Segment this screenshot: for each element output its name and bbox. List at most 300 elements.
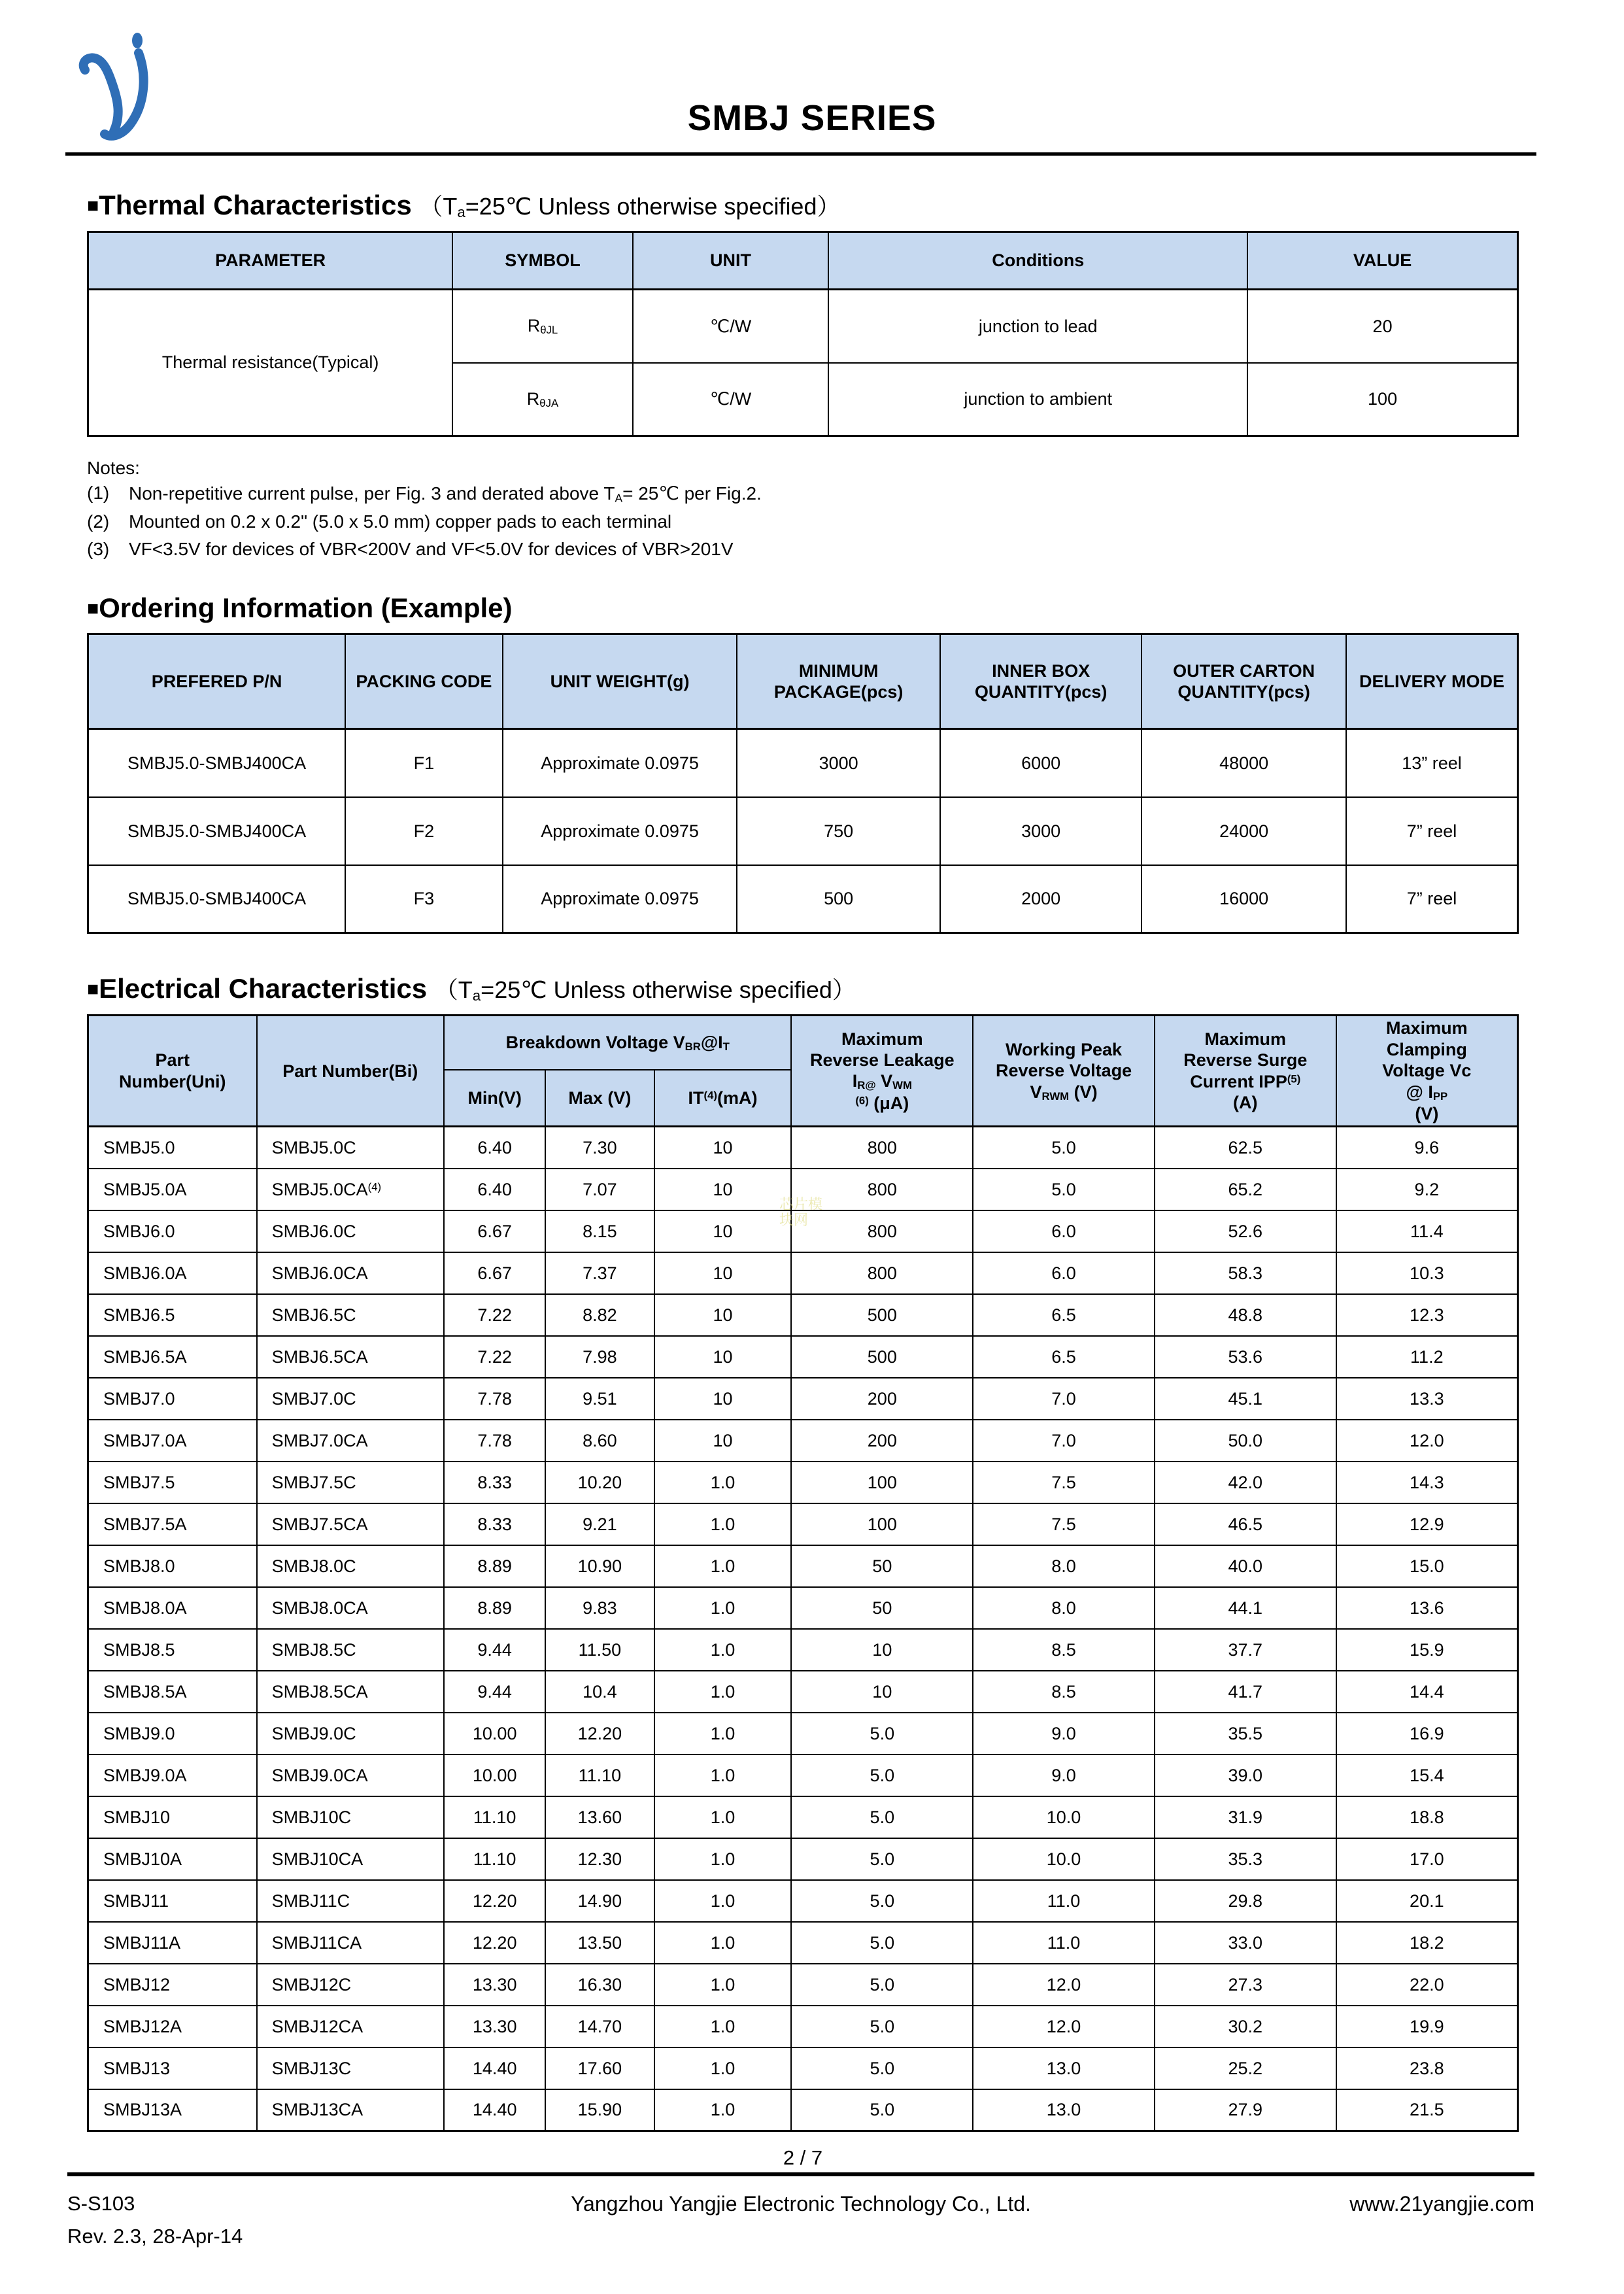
cell: 31.9: [1155, 1796, 1336, 1838]
cell: 7.0: [973, 1420, 1155, 1462]
cell: 8.60: [545, 1420, 654, 1462]
cell: 1.0: [654, 1755, 792, 1796]
cell: 750: [737, 797, 940, 865]
cell: 10.0: [973, 1796, 1155, 1838]
table-row: [88, 2089, 1518, 2131]
value-cell: 100: [1247, 363, 1517, 436]
table-row: [88, 1545, 1518, 1587]
column-header-working-peak: Working Peak Reverse Voltage $V_{RWM}$ (V): [973, 1016, 1155, 1127]
cell: 15.0: [1336, 1545, 1518, 1587]
column-header-breakdown: Breakdown Voltage $V_{BR}@I_T$: [444, 1016, 791, 1070]
cell: 10: [654, 1252, 792, 1294]
table-row: [88, 290, 1518, 363]
cell: 9.2: [1336, 1169, 1518, 1210]
symbol-cell: $R_{\theta JL}$: [452, 290, 633, 363]
cell: SMBJ8.0CA: [257, 1587, 444, 1629]
cell: 53.6: [1155, 1336, 1336, 1378]
cell: 35.5: [1155, 1713, 1336, 1755]
bullet-icon: ■: [87, 598, 99, 620]
cell: SMBJ9.0: [88, 1713, 257, 1755]
cell: 200: [791, 1420, 973, 1462]
column-header-part-uni: Part Number(Uni): [88, 1016, 257, 1127]
cell: 11.0: [973, 1922, 1155, 1964]
cell: 6.5: [973, 1294, 1155, 1336]
table-row: [88, 2047, 1518, 2089]
cell: 10: [654, 1127, 792, 1169]
column-header: INNER BOX QUANTITY(pcs): [940, 634, 1142, 729]
cell: SMBJ13A: [88, 2089, 257, 2131]
cell: 13.0: [973, 2089, 1155, 2131]
cell: Approximate 0.0975: [503, 865, 737, 933]
thermal-header-row: [88, 232, 1518, 290]
cell: 12.0: [1336, 1420, 1518, 1462]
table-row: [88, 1252, 1518, 1294]
cell: SMBJ8.5A: [88, 1671, 257, 1713]
bullet-icon: ■: [87, 978, 99, 1001]
cell: SMBJ5.0A: [88, 1169, 257, 1210]
cell: 12.9: [1336, 1503, 1518, 1545]
cell: 1.0: [654, 1545, 792, 1587]
cell: 40.0: [1155, 1545, 1336, 1587]
cell: 200: [791, 1378, 973, 1420]
cell: 15.9: [1336, 1629, 1518, 1671]
cell: 7.37: [545, 1252, 654, 1294]
cell: 7.78: [444, 1420, 545, 1462]
cell: 8.33: [444, 1462, 545, 1503]
cell: SMBJ7.5: [88, 1462, 257, 1503]
cell: 5.0: [791, 1755, 973, 1796]
website-link: www.21yangjie.com: [1349, 2192, 1534, 2216]
cell: SMBJ12C: [257, 1964, 444, 2006]
cell: 12.0: [973, 1964, 1155, 2006]
cell: 9.83: [545, 1587, 654, 1629]
table-row: [88, 865, 1518, 933]
cell: 10: [654, 1169, 792, 1210]
cell: SMBJ7.0C: [257, 1378, 444, 1420]
electrical-table: [87, 1014, 1519, 2132]
cell: 10.0: [973, 1838, 1155, 1880]
cell: 100: [791, 1462, 973, 1503]
column-header: UNIT WEIGHT(g): [503, 634, 737, 729]
cell: 14.3: [1336, 1462, 1518, 1503]
cell: SMBJ6.0A: [88, 1252, 257, 1294]
cell: 42.0: [1155, 1462, 1336, 1503]
cell: 5.0: [791, 2047, 973, 2089]
cell: 44.1: [1155, 1587, 1336, 1629]
cell: 12.20: [545, 1713, 654, 1755]
cell: 14.40: [444, 2047, 545, 2089]
doc-revision: Rev. 2.3, 28-Apr-14: [67, 2225, 243, 2248]
cell: 13.30: [444, 1964, 545, 2006]
cell: 1.0: [654, 2006, 792, 2047]
cell: 6.5: [973, 1336, 1155, 1378]
cell: SMBJ5.0-SMBJ400CA: [88, 729, 346, 797]
table-row: [88, 1336, 1518, 1378]
condition-cell: junction to ambient: [828, 363, 1247, 436]
cell: SMBJ7.5A: [88, 1503, 257, 1545]
cell: SMBJ7.5C: [257, 1462, 444, 1503]
cell: 1.0: [654, 1629, 792, 1671]
cell: 9.51: [545, 1378, 654, 1420]
cell: 12.0: [973, 2006, 1155, 2047]
cell: 7.22: [444, 1294, 545, 1336]
cell: SMBJ5.0: [88, 1127, 257, 1169]
cell: 9.44: [444, 1629, 545, 1671]
cell: 50: [791, 1587, 973, 1629]
cell: 6.40: [444, 1127, 545, 1169]
cell: 7.22: [444, 1336, 545, 1378]
table-row: [88, 1503, 1518, 1545]
cell: 14.70: [545, 2006, 654, 2047]
cell: 41.7: [1155, 1671, 1336, 1713]
cell: SMBJ8.0A: [88, 1587, 257, 1629]
note-item: (1) Non-repetitive current pulse, per Fig. 3 and derated above $T_A=$ 25℃ per Fig.2.: [87, 483, 762, 505]
cell: 45.1: [1155, 1378, 1336, 1420]
cell: 10: [654, 1378, 792, 1420]
cell: 800: [791, 1252, 973, 1294]
cell: 16.30: [545, 1964, 654, 2006]
cell: SMBJ11C: [257, 1880, 444, 1922]
cell: 11.2: [1336, 1336, 1518, 1378]
cell: 9.21: [545, 1503, 654, 1545]
cell: 6.40: [444, 1169, 545, 1210]
table-row: [88, 1210, 1518, 1252]
cell: 62.5: [1155, 1127, 1336, 1169]
cell: 14.4: [1336, 1671, 1518, 1713]
column-header: VALUE: [1247, 232, 1517, 290]
cell: 46.5: [1155, 1503, 1336, 1545]
cell: 5.0: [791, 1964, 973, 2006]
cell: SMBJ8.0C: [257, 1545, 444, 1587]
cell: 1.0: [654, 1838, 792, 1880]
cell: 12.30: [545, 1838, 654, 1880]
column-header-part-bi: Part Number(Bi): [257, 1016, 444, 1127]
cell: SMBJ6.5CA: [257, 1336, 444, 1378]
column-header: SYMBOL: [452, 232, 633, 290]
cell: 10: [791, 1671, 973, 1713]
footer: [67, 2192, 1534, 2248]
cell: 2000: [940, 865, 1142, 933]
cell: 25.2: [1155, 2047, 1336, 2089]
cell: 5.0: [973, 1127, 1155, 1169]
cell: 13.60: [545, 1796, 654, 1838]
cell: SMBJ11A: [88, 1922, 257, 1964]
thermal-condition-note: （$T_a=25℃$ Unless otherwise specified）: [419, 193, 841, 221]
cell: 15.4: [1336, 1755, 1518, 1796]
cell: 11.50: [545, 1629, 654, 1671]
column-header-max: Max (V): [545, 1070, 654, 1127]
thermal-parameter: Thermal resistance(Typical): [88, 290, 453, 436]
cell: 50.0: [1155, 1420, 1336, 1462]
table-row: [88, 1922, 1518, 1964]
unit-cell: ℃/W: [633, 363, 829, 436]
cell: 6000: [940, 729, 1142, 797]
cell: 5.0: [791, 1922, 973, 1964]
thermal-table: [87, 231, 1519, 437]
page-number: 2 / 7: [783, 2146, 823, 2170]
cell: SMBJ5.0C: [257, 1127, 444, 1169]
cell: 29.8: [1155, 1880, 1336, 1922]
cell: 10.3: [1336, 1252, 1518, 1294]
table-row: [88, 729, 1518, 797]
table-row: [88, 1880, 1518, 1922]
cell: 1.0: [654, 1796, 792, 1838]
cell: 35.3: [1155, 1838, 1336, 1880]
table-row: [88, 1127, 1518, 1169]
cell: 500: [791, 1294, 973, 1336]
cell: 5.0: [973, 1169, 1155, 1210]
cell: 13.50: [545, 1922, 654, 1964]
cell: 10: [791, 1629, 973, 1671]
notes-block: [87, 458, 1519, 560]
cell: 10.00: [444, 1755, 545, 1796]
cell: 10: [654, 1294, 792, 1336]
cell: 48.8: [1155, 1294, 1336, 1336]
cell: 6.67: [444, 1210, 545, 1252]
cell: SMBJ13CA: [257, 2089, 444, 2131]
cell: 10: [654, 1210, 792, 1252]
cell: SMBJ13C: [257, 2047, 444, 2089]
cell: 11.0: [973, 1880, 1155, 1922]
table-row: [88, 1420, 1518, 1462]
cell: SMBJ8.5C: [257, 1629, 444, 1671]
cell: Approximate 0.0975: [503, 797, 737, 865]
bullet-icon: ■: [87, 194, 99, 216]
cell: 1.0: [654, 1922, 792, 1964]
symbol-cell: $R_{\theta JA}$: [452, 363, 633, 436]
cell: 14.40: [444, 2089, 545, 2131]
cell: SMBJ12A: [88, 2006, 257, 2047]
cell: 13.3: [1336, 1378, 1518, 1420]
condition-cell: junction to lead: [828, 290, 1247, 363]
cell: 1.0: [654, 2047, 792, 2089]
section-heading-thermal: ■Thermal Characteristics （$T_a=25℃$ Unless otherwise specified）: [87, 190, 841, 221]
cell: 10.00: [444, 1713, 545, 1755]
cell: 7.5: [973, 1462, 1155, 1503]
cell: SMBJ11: [88, 1880, 257, 1922]
cell: 11.10: [444, 1796, 545, 1838]
cell: 10: [654, 1420, 792, 1462]
footer-rule: [67, 2172, 1534, 2176]
cell: SMBJ6.0CA: [257, 1252, 444, 1294]
cell: 13.30: [444, 2006, 545, 2047]
ordering-header-row: [88, 634, 1518, 729]
cell: 10.4: [545, 1671, 654, 1713]
cell: 33.0: [1155, 1922, 1336, 1964]
cell: 1.0: [654, 1587, 792, 1629]
cell: 5.0: [791, 1880, 973, 1922]
cell: 8.89: [444, 1587, 545, 1629]
cell: F1: [345, 729, 503, 797]
cell: 11.10: [444, 1838, 545, 1880]
cell: 39.0: [1155, 1755, 1336, 1796]
cell: 1.0: [654, 1880, 792, 1922]
cell: SMBJ11CA: [257, 1922, 444, 1964]
cell: 5.0: [791, 2006, 973, 2047]
cell: 6.0: [973, 1210, 1155, 1252]
cell: SMBJ9.0C: [257, 1713, 444, 1755]
cell: 16.9: [1336, 1713, 1518, 1755]
section-heading-ordering: ■Ordering Information (Example): [87, 592, 513, 624]
column-header-it: IT$^{(4)}$(mA): [654, 1070, 792, 1127]
footer-doc-info: [67, 2192, 243, 2257]
column-header-surge-current: Maximum Reverse Surge Current IPP$^{(5)}$ (A): [1155, 1016, 1336, 1127]
table-row: [88, 1755, 1518, 1796]
column-header-clamping-voltage: Maximum Clamping Voltage Vc @ $I_{PP}$ (V): [1336, 1016, 1518, 1127]
cell: 7.0: [973, 1378, 1155, 1420]
cell: 8.0: [973, 1545, 1155, 1587]
company-name: Yangzhou Yangjie Electronic Technology Co., Ltd.: [571, 2192, 1031, 2216]
cell: 24000: [1142, 797, 1346, 865]
electrical-condition-note: （$T_a=25℃$ Unless otherwise specified）: [434, 976, 856, 1004]
cell: 15.90: [545, 2089, 654, 2131]
cell: 9.0: [973, 1755, 1155, 1796]
electrical-header-row-1: [88, 1016, 1518, 1070]
cell: 10: [654, 1336, 792, 1378]
table-row: [88, 1294, 1518, 1336]
cell: F2: [345, 797, 503, 865]
cell: 37.7: [1155, 1629, 1336, 1671]
cell: 9.44: [444, 1671, 545, 1713]
cell: 13.6: [1336, 1587, 1518, 1629]
cell: SMBJ6.5C: [257, 1294, 444, 1336]
cell: 7.07: [545, 1169, 654, 1210]
cell: 11.10: [545, 1755, 654, 1796]
cell: 5.0: [791, 1713, 973, 1755]
cell: 800: [791, 1210, 973, 1252]
cell: 8.0: [973, 1587, 1155, 1629]
cell: SMBJ10: [88, 1796, 257, 1838]
cell: 13” reel: [1346, 729, 1517, 797]
cell: SMBJ7.0CA: [257, 1420, 444, 1462]
cell: SMBJ9.0A: [88, 1755, 257, 1796]
cell: 500: [791, 1336, 973, 1378]
cell: 22.0: [1336, 1964, 1518, 2006]
cell: 800: [791, 1127, 973, 1169]
doc-code: S-S103: [67, 2192, 135, 2215]
table-row: [88, 1964, 1518, 2006]
column-header: PARAMETER: [88, 232, 453, 290]
cell: 23.8: [1336, 2047, 1518, 2089]
cell: SMBJ7.0: [88, 1378, 257, 1420]
page-title: SMBJ SERIES: [687, 97, 937, 138]
cell: 12.20: [444, 1922, 545, 1964]
cell: 6.67: [444, 1252, 545, 1294]
cell: 9.6: [1336, 1127, 1518, 1169]
cell: 3000: [737, 729, 940, 797]
cell: 100: [791, 1503, 973, 1545]
content-column: [87, 188, 1519, 2170]
cell: 12.20: [444, 1880, 545, 1922]
table-row: [88, 797, 1518, 865]
cell: SMBJ12CA: [257, 2006, 444, 2047]
cell: SMBJ7.0A: [88, 1420, 257, 1462]
cell: 16000: [1142, 865, 1346, 933]
cell: 19.9: [1336, 2006, 1518, 2047]
table-row: [88, 1169, 1518, 1210]
cell: SMBJ12: [88, 1964, 257, 2006]
cell: SMBJ8.5CA: [257, 1671, 444, 1713]
cell: 30.2: [1155, 2006, 1336, 2047]
cell: 7.98: [545, 1336, 654, 1378]
cell: 18.2: [1336, 1922, 1518, 1964]
cell: SMBJ6.0C: [257, 1210, 444, 1252]
cell: 1.0: [654, 1713, 792, 1755]
cell: SMBJ5.0CA$^{(4)}$: [257, 1169, 444, 1210]
cell: SMBJ13: [88, 2047, 257, 2089]
cell: 17.60: [545, 2047, 654, 2089]
cell: F3: [345, 865, 503, 933]
cell: 7” reel: [1346, 797, 1517, 865]
column-header: PACKING CODE: [345, 634, 503, 729]
table-row: [88, 1378, 1518, 1420]
cell: 8.33: [444, 1503, 545, 1545]
cell: SMBJ6.5: [88, 1294, 257, 1336]
cell: 65.2: [1155, 1169, 1336, 1210]
header-rule: [65, 152, 1536, 156]
cell: SMBJ9.0CA: [257, 1755, 444, 1796]
note-item: (2) Mounted on 0.2 x 0.2" (5.0 x 5.0 mm) copper pads to each terminal: [87, 511, 672, 532]
cell: SMBJ10CA: [257, 1838, 444, 1880]
cell: 58.3: [1155, 1252, 1336, 1294]
cell: 50: [791, 1545, 973, 1587]
cell: SMBJ8.5: [88, 1629, 257, 1671]
cell: 8.82: [545, 1294, 654, 1336]
cell: SMBJ8.0: [88, 1545, 257, 1587]
cell: SMBJ5.0-SMBJ400CA: [88, 797, 346, 865]
cell: 10.90: [545, 1545, 654, 1587]
column-header: DELIVERY MODE: [1346, 634, 1517, 729]
table-row: [88, 1796, 1518, 1838]
column-header: MINIMUM PACKAGE(pcs): [737, 634, 940, 729]
cell: 8.15: [545, 1210, 654, 1252]
cell: 500: [737, 865, 940, 933]
cell: Approximate 0.0975: [503, 729, 737, 797]
cell: 1.0: [654, 1503, 792, 1545]
table-row: [88, 1838, 1518, 1880]
cell: SMBJ6.5A: [88, 1336, 257, 1378]
cell: SMBJ5.0-SMBJ400CA: [88, 865, 346, 933]
table-row: [88, 2006, 1518, 2047]
cell: SMBJ10C: [257, 1796, 444, 1838]
cell: 14.90: [545, 1880, 654, 1922]
section-heading-electrical: ■Electrical Characteristics （$T_a=25℃$ Unless otherwise specified）: [87, 973, 856, 1004]
column-header: Conditions: [828, 232, 1247, 290]
cell: 1.0: [654, 1964, 792, 2006]
cell: 21.5: [1336, 2089, 1518, 2131]
column-header: UNIT: [633, 232, 829, 290]
cell: 27.3: [1155, 1964, 1336, 2006]
cell: 7” reel: [1346, 865, 1517, 933]
column-header-min: Min(V): [444, 1070, 545, 1127]
cell: 3000: [940, 797, 1142, 865]
table-row: [88, 1462, 1518, 1503]
value-cell: 20: [1247, 290, 1517, 363]
cell: 5.0: [791, 1838, 973, 1880]
cell: 27.9: [1155, 2089, 1336, 2131]
cell: 7.78: [444, 1378, 545, 1420]
cell: 52.6: [1155, 1210, 1336, 1252]
column-header: PREFERED P/N: [88, 634, 346, 729]
cell: 11.4: [1336, 1210, 1518, 1252]
cell: 1.0: [654, 1462, 792, 1503]
notes-title: Notes:: [87, 458, 140, 478]
cell: 17.0: [1336, 1838, 1518, 1880]
cell: 5.0: [791, 2089, 973, 2131]
column-header-reverse-leakage: Maximum Reverse Leakage $I_{R@}$ $V_{WM}$ $^{(6)}$ (μA): [791, 1016, 973, 1127]
cell: 20.1: [1336, 1880, 1518, 1922]
column-header: OUTER CARTON QUANTITY(pcs): [1142, 634, 1346, 729]
